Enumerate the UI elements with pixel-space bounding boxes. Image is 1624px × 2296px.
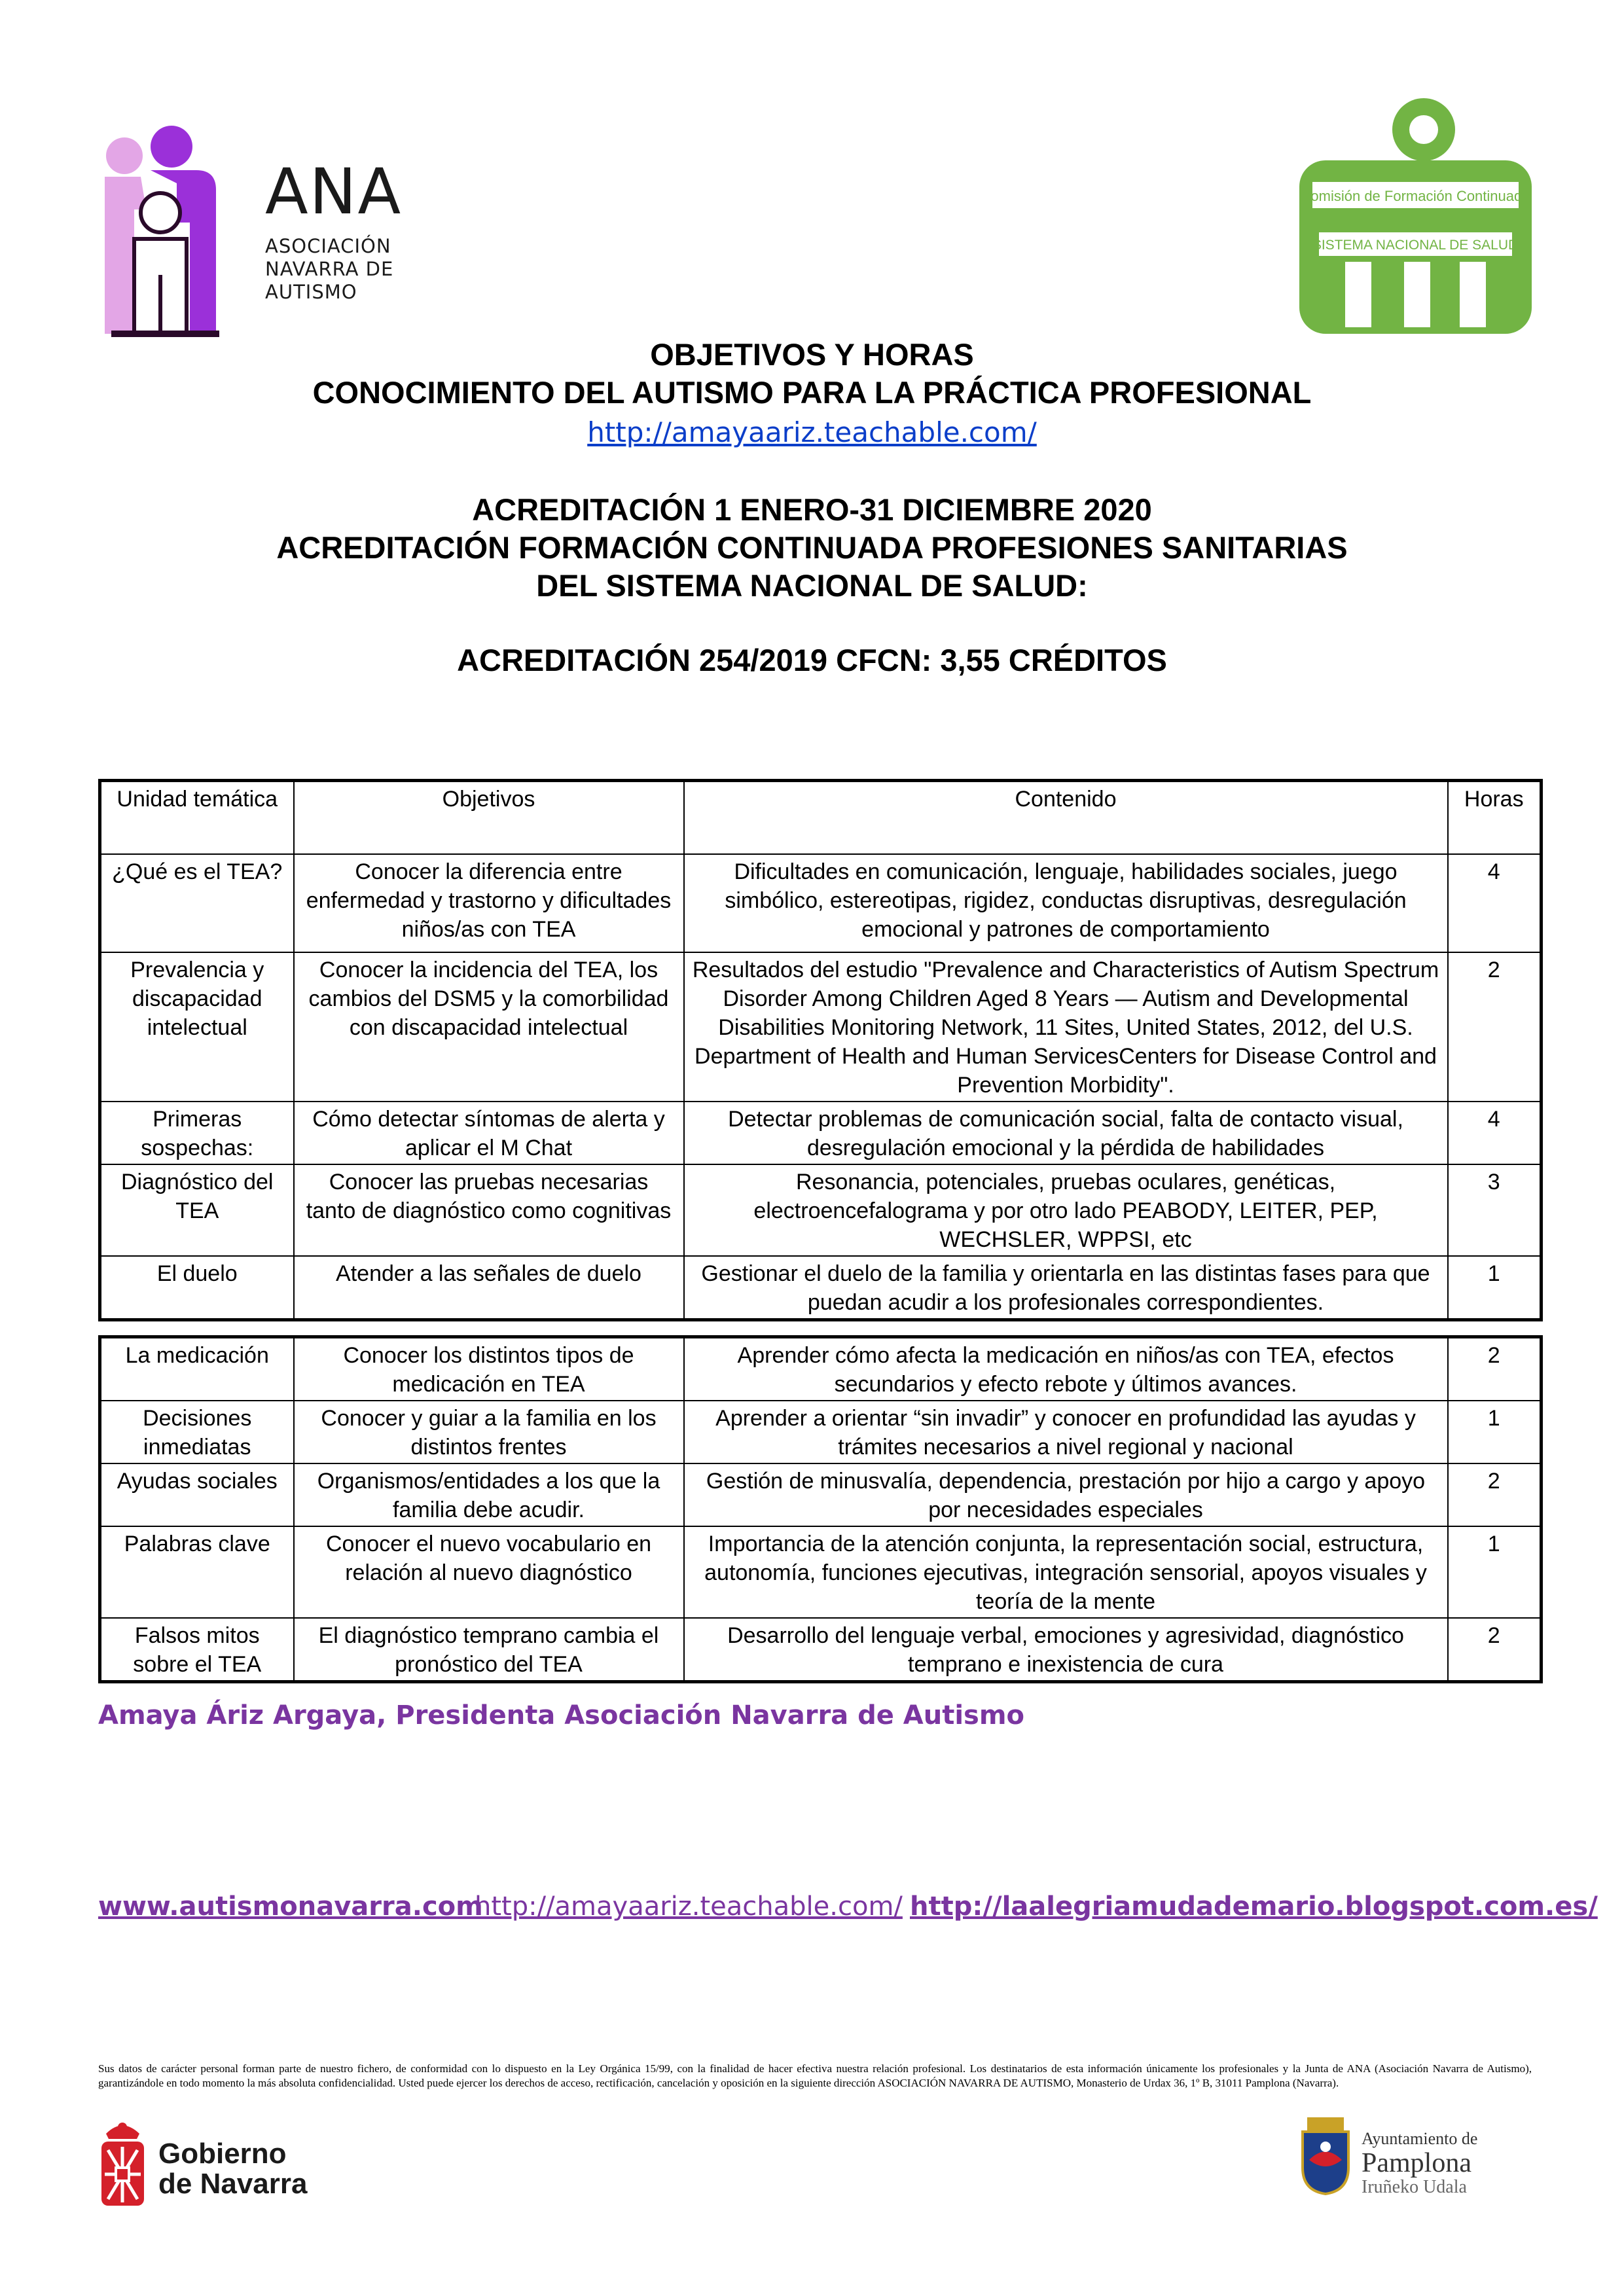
cell-objetivos: Conocer y guiar a la familia en los distintos frentes	[294, 1401, 684, 1463]
cell-objetivos: Conocer la incidencia del TEA, los cambios del DSM5 y la comorbilidad con discapacidad intelectual	[294, 952, 684, 1102]
ana-line1: ASOCIACIÓN	[265, 235, 391, 257]
cell-objetivos: Organismos/entidades a los que la familia debe acudir.	[294, 1463, 684, 1526]
cell-unidad: Primeras sospechas:	[100, 1102, 294, 1164]
cell-contenido: Aprender a orientar “sin invadir” y conocer en profundidad las ayudas y trámites necesarios a nivel regional y nacional	[684, 1401, 1448, 1463]
cell-horas: 1	[1448, 1256, 1542, 1320]
cell-unidad: Diagnóstico del TEA	[100, 1164, 294, 1256]
table-row	[100, 1256, 1542, 1320]
footer-link-autismonavarra[interactable]: www.autismonavarra.com	[98, 1892, 483, 1922]
objectives-table-2	[98, 1335, 1543, 1683]
table-row	[100, 854, 1542, 952]
cell-contenido: Resultados del estudio "Prevalence and Characteristics of Autism Spectrum Disorder Among Children Aged 8 Years — Autism and Developmental Disabilities Monitoring Network, 11 Sites, United States, 2012, del U.S. Department of Health and Human ServicesCenters for Disease Control and Prevention Morbidity".	[684, 952, 1448, 1102]
cell-unidad: Decisiones inmediatas	[100, 1401, 294, 1463]
cell-horas: 4	[1448, 1102, 1542, 1164]
cell-objetivos: El diagnóstico temprano cambia el pronóstico del TEA	[294, 1618, 684, 1682]
cell-unidad: ¿Qué es el TEA?	[100, 854, 294, 952]
cell-contenido: Resonancia, potenciales, pruebas oculares, genéticas, electroencefalograma y por otro lado PEABODY, LEITER, PEP, WECHSLER, WPPSI, etc	[684, 1164, 1448, 1256]
cell-contenido: Gestión de minusvalía, dependencia, prestación por hijo a cargo y apoyo por necesidades especiales	[684, 1463, 1448, 1526]
gobierno-navarra-logo	[98, 2121, 321, 2212]
cell-horas: 4	[1448, 854, 1542, 952]
cell-contenido: Aprender cómo afecta la medicación en niños/as con TEA, efectos secundarios y efecto rebote y últimos avances.	[684, 1337, 1448, 1401]
cfc-logo	[1299, 98, 1532, 334]
ana-family-icon	[98, 124, 236, 340]
table-row	[100, 1526, 1542, 1618]
gobierno-line2: de Navarra	[158, 2168, 308, 2200]
cell-horas: 2	[1448, 952, 1542, 1102]
cfc-top-text: Comisión de Formación Continuada	[1300, 188, 1530, 204]
legal-notice: Sus datos de carácter personal forman parte de nuestro fichero, de conformidad con lo dispuesto en la Ley Orgánica 15/99, con la finalidad de hacer efectiva nuestra relación profesional. Los destinatarios de esta información únicamente los profesionales y la Junta de ANA (Asociación Navarra de Autismo), garantizándole en todo momento la más absoluta confidencialidad. Usted puede ejercer los derechos de acceso, rectificación, cancelación y oposición en la siguiente dirección ASOCIACIÓN NAVARRA DE AUTISMO, Monasterio de Urdax 36, 1º B, 31011 Pamplona (Navarra).	[98, 2062, 1532, 2089]
accreditation-line-2: ACREDITACIÓN FORMACIÓN CONTINUADA PROFESIONES SANITARIAS	[276, 530, 1348, 565]
ayuntamiento-pamplona-logo	[1299, 2117, 1528, 2206]
cell-horas: 2	[1448, 1337, 1542, 1401]
cell-unidad: Palabras clave	[100, 1526, 294, 1618]
table-row	[100, 1401, 1542, 1463]
header-objetivos: Objetivos	[294, 781, 684, 854]
cell-horas: 3	[1448, 1164, 1542, 1256]
ana-name: ANA	[265, 155, 403, 228]
pamplona-line3: Iruñeko Udala	[1362, 2177, 1467, 2197]
table-header-row	[100, 781, 1542, 854]
table-row	[100, 1164, 1542, 1256]
table-row	[100, 952, 1542, 1102]
table-row	[100, 1463, 1542, 1526]
accreditation-line-3: DEL SISTEMA NACIONAL DE SALUD:	[536, 568, 1088, 603]
cell-objetivos: Conocer la diferencia entre enfermedad y trastorno y dificultades niños/as con TEA	[294, 854, 684, 952]
pamplona-line2: Pamplona	[1362, 2148, 1471, 2178]
signature: Amaya Áriz Argaya, Presidenta Asociación Navarra de Autismo	[98, 1700, 1025, 1731]
cell-contenido: Detectar problemas de comunicación social, falta de contacto visual, desregulación emocional y la pérdida de habilidades	[684, 1102, 1448, 1164]
cell-unidad: La medicación	[100, 1337, 294, 1401]
cell-contenido: Importancia de la atención conjunta, la representación social, estructura, autonomía, funciones ejecutivas, integración sensorial, apoyos visuales y teoría de la mente	[684, 1526, 1448, 1618]
cfc-bottom-text: SISTEMA NACIONAL DE SALUD	[1312, 238, 1519, 253]
cell-horas: 1	[1448, 1401, 1542, 1463]
table-row	[100, 1102, 1542, 1164]
ana-line3: AUTISMO	[265, 281, 357, 303]
gobierno-line1: Gobierno	[158, 2138, 287, 2170]
pamplona-line1: Ayuntamiento de	[1362, 2129, 1478, 2148]
pamplona-crest-icon	[1299, 2117, 1352, 2196]
course-url-link[interactable]: http://amayaariz.teachable.com/	[587, 416, 1037, 448]
table-row	[100, 1618, 1542, 1682]
cell-contenido: Gestionar el duelo de la familia y orientarla en las distintas fases para que puedan acudir a los profesionales correspondientes.	[684, 1256, 1448, 1320]
header-contenido: Contenido	[684, 781, 1448, 854]
objectives-table-1	[98, 779, 1543, 1321]
cell-objetivos: Conocer el nuevo vocabulario en relación al nuevo diagnóstico	[294, 1526, 684, 1618]
cell-unidad: Falsos mitos sobre el TEA	[100, 1618, 294, 1682]
cell-objetivos: Cómo detectar síntomas de alerta y aplicar el M Chat	[294, 1102, 684, 1164]
cell-contenido: Dificultades en comunicación, lenguaje, habilidades sociales, juego simbólico, estereotipas, rigidez, conductas disruptivas, desregulación emocional y patrones de comportamiento	[684, 854, 1448, 952]
header-horas: Horas	[1448, 781, 1542, 854]
ana-line2: NAVARRA DE	[265, 258, 394, 280]
cell-horas: 2	[1448, 1463, 1542, 1526]
cell-horas: 2	[1448, 1618, 1542, 1682]
accreditation-credits: ACREDITACIÓN 254/2019 CFCN: 3,55 CRÉDITOS	[457, 643, 1167, 677]
navarra-shield-icon	[98, 2121, 147, 2209]
footer-link-blog[interactable]: http://laalegriamudademario.blogspot.com.es/	[910, 1892, 1598, 1922]
cell-unidad: Ayudas sociales	[100, 1463, 294, 1526]
accreditation-line-1: ACREDITACIÓN 1 ENERO-31 DICIEMBRE 2020	[472, 492, 1152, 527]
cell-unidad: El duelo	[100, 1256, 294, 1320]
footer-link-teachable[interactable]: http://amayaariz.teachable.com/	[475, 1892, 903, 1922]
title-1: OBJETIVOS Y HORAS	[650, 337, 974, 372]
cell-objetivos: Conocer los distintos tipos de medicación en TEA	[294, 1337, 684, 1401]
cell-unidad: Prevalencia y discapacidad intelectual	[100, 952, 294, 1102]
title-2: CONOCIMIENTO DEL AUTISMO PARA LA PRÁCTICA PROFESIONAL	[312, 375, 1312, 410]
table-row	[100, 1337, 1542, 1401]
header-unidad: Unidad temática	[100, 781, 294, 854]
cell-horas: 1	[1448, 1526, 1542, 1618]
ana-logo	[98, 124, 406, 340]
cell-objetivos: Conocer las pruebas necesarias tanto de diagnóstico como cognitivas	[294, 1164, 684, 1256]
cell-objetivos: Atender a las señales de duelo	[294, 1256, 684, 1320]
cell-contenido: Desarrollo del lenguaje verbal, emociones y agresividad, diagnóstico temprano e inexistencia de cura	[684, 1618, 1448, 1682]
